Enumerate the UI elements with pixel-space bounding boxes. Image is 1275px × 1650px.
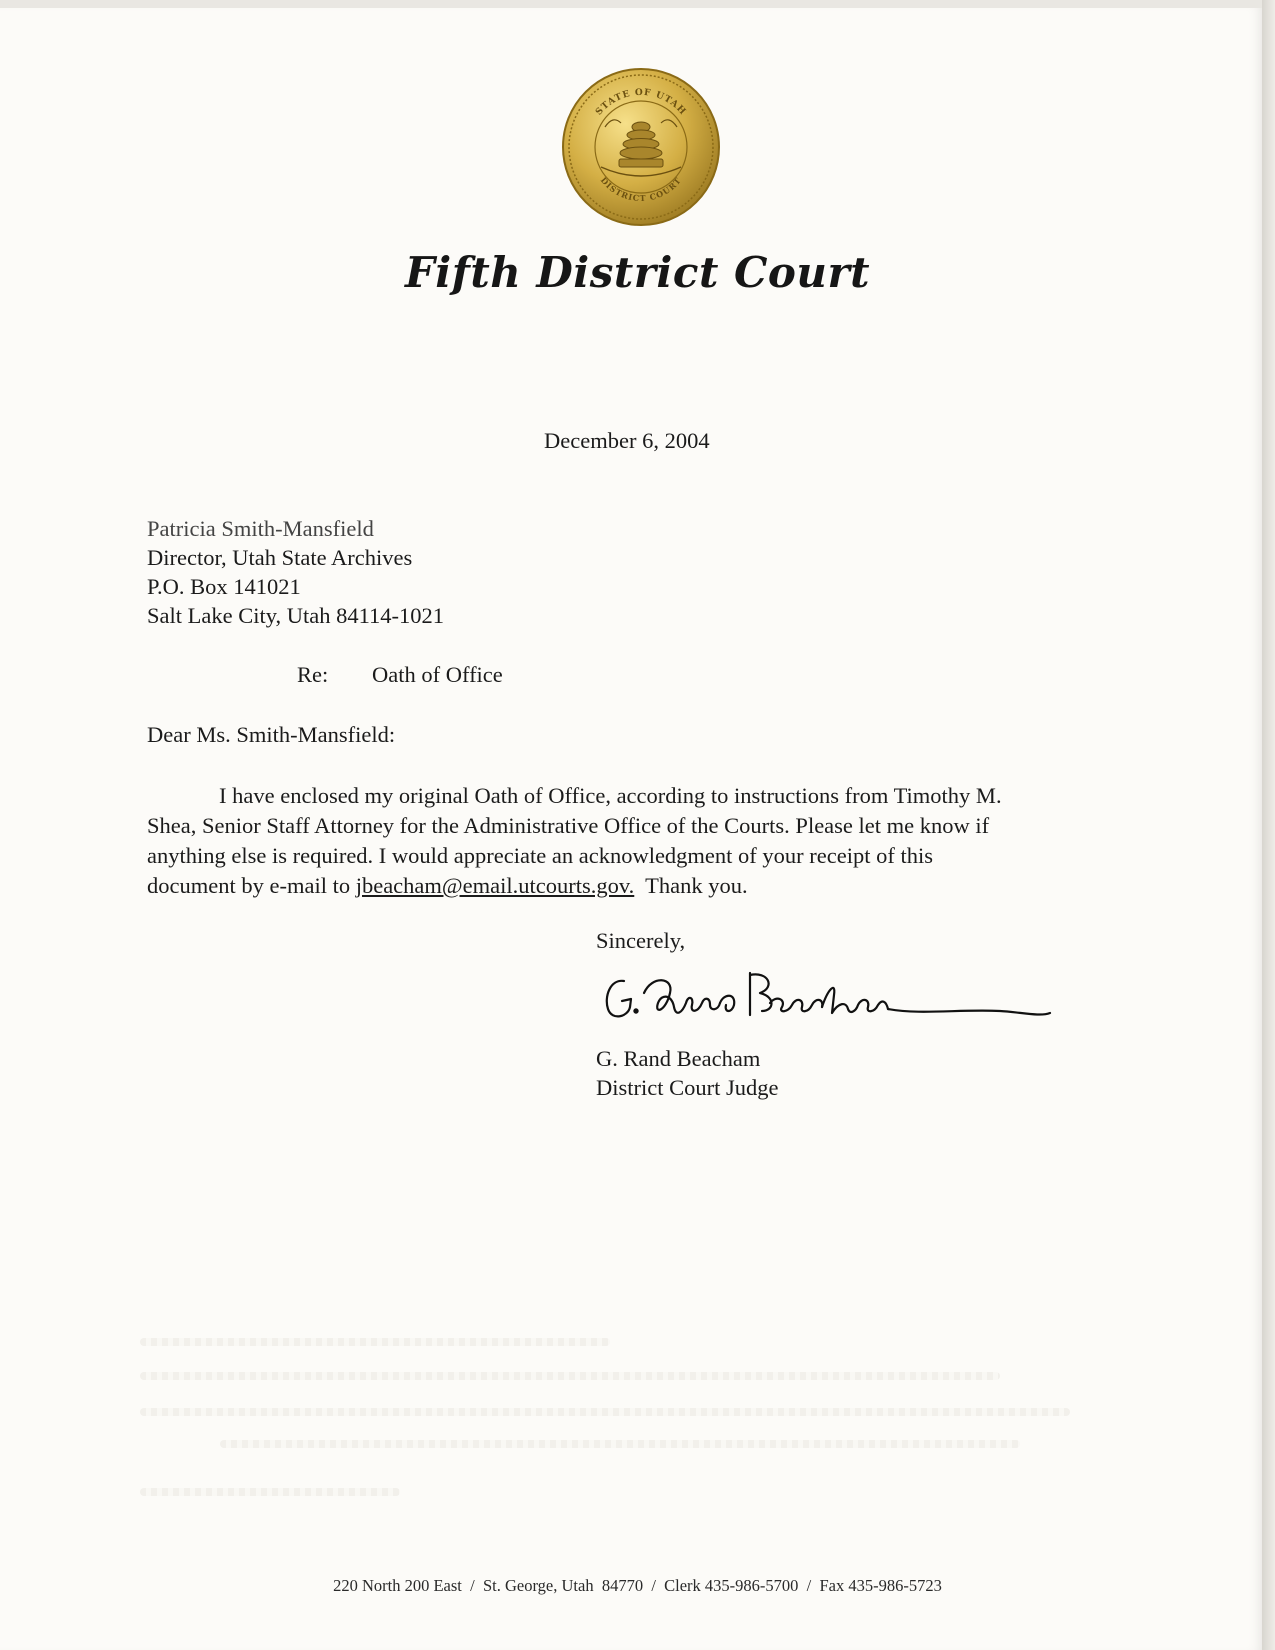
seal-text-bottom: DISTRICT COURT [598, 175, 684, 204]
body-line-text: document by e-mail to [147, 873, 356, 898]
salutation: Dear Ms. Smith-Mansfield: [147, 722, 396, 747]
email-link[interactable]: jbeacham@email.utcourts.gov. [355, 873, 635, 898]
recipient-name: Patricia Smith-Mansfield [147, 516, 374, 541]
body-line: Shea, Senior Staff Attorney for the Administrative Office of the Courts. Please let me know if [147, 813, 990, 838]
signer-title: District Court Judge [596, 1075, 779, 1100]
subject-label: Re: [297, 662, 329, 687]
signer-name: G. Rand Beacham [596, 1046, 761, 1071]
seal-text-top: STATE OF UTAH [594, 87, 688, 118]
letter-body [147, 781, 1097, 901]
handwritten-signature [600, 963, 1070, 1033]
closing: Sincerely, [596, 928, 686, 953]
body-line: I have enclosed my original Oath of Office, according to instructions from Timothy M. [219, 783, 1002, 808]
show-through-text [140, 1338, 1100, 1498]
court-name-heading: Fifth District Court [404, 248, 870, 297]
recipient-address-line2: Salt Lake City, Utah 84114-1021 [147, 603, 445, 628]
body-line-text: Thank you. [634, 873, 748, 898]
letterhead-footer: 220 North 200 East / St. George, Utah 84770 / Clerk 435-986-5700 / Fax 435-986-5723 [333, 1576, 942, 1595]
recipient-address-line1: P.O. Box 141021 [147, 574, 301, 599]
letter-page [0, 8, 1262, 1650]
subject-value: Oath of Office [372, 662, 503, 687]
body-line: anything else is required. I would appreciate an acknowledgment of your receipt of this [147, 843, 933, 868]
letter-date: December 6, 2004 [544, 428, 710, 453]
court-seal [561, 67, 721, 227]
recipient-title: Director, Utah State Archives [147, 545, 413, 570]
page-edge [1262, 0, 1275, 1650]
body-line [147, 871, 1097, 901]
